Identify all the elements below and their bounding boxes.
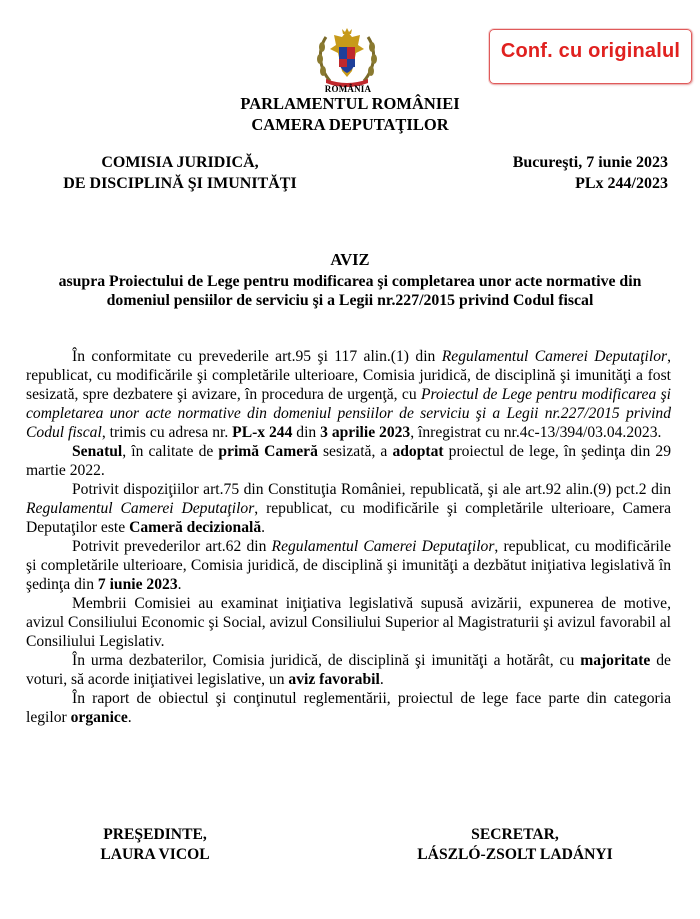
paragraph-dezbatere: Potrivit prevederilor art.62 din Regulamentul Camerei Deputaţilor, republicat, cu modificările şi completările ulterioare, Comisia juridică, de disciplină şi imunităţi a dezbătut iniţiativa legislativă în şedinţa din 7 iunie 2023. xyxy=(26,538,671,593)
document-body xyxy=(26,347,671,727)
paragraph-camera-decizionala: Potrivit dispoziţiilor art.75 din Constituţia României, republicată, şi ale art.92 alin.(9) pct.2 din Regulamentul Camerei Deputaţilor, republicat, cu modificările şi completările ulterioare, Camera Deputaţilor este Cameră decizională. xyxy=(26,481,671,536)
paragraph-membrii: Membrii Comisiei au examinat iniţiativa legislativă supusă avizării, expunerea de motive, avizul Consiliului Economic şi Social, avizul Consiliului Superior al Magistraturii şi avizul favorabil al Consiliului Legislativ. xyxy=(26,595,671,650)
conformity-stamp xyxy=(489,29,692,84)
committee-name xyxy=(0,152,360,194)
crest-caption: ROMÂNIA xyxy=(324,84,372,94)
place-date: Bucureşti, 7 iunie 2023 xyxy=(512,154,668,171)
signature-president xyxy=(60,825,250,865)
parliament-name: PARLAMENTUL ROMÂNIEI xyxy=(240,94,460,113)
paragraph-categorie: În raport de obiectul şi conţinutul reglementării, proiectul de lege face parte din categoria legilor organice. xyxy=(26,690,671,726)
president-name: LAURA VICOL xyxy=(100,846,210,863)
document-subtitle-line-1: asupra Proiectului de Lege pentru modificarea şi completarea unor acte normative din xyxy=(58,273,642,290)
paragraph-sesizare: În conformitate cu prevederile art.95 şi 117 alin.(1) din Regulamentul Camerei Deputaţilor, republicat, cu modificările şi completările ulterioare, Comisia juridică, de disciplină şi imunităţi a fost sesizată, spre dezbatere şi avizare, în procedura de urgenţă, cu Proiectul de Lege pentru modificarea şi completarea unor acte normative din domeniul pensiilor de serviciu şi a Legii nr.227/2015 privind Codul fiscal, trimis cu adresa nr. PL-x 244 din 3 aprilie 2023, înregistrat cu nr.4c-13/394/03.04.2023. xyxy=(26,348,671,441)
committee-line-1: COMISIA JURIDICĂ, xyxy=(101,154,259,171)
romania-coat-of-arms-icon xyxy=(312,27,382,89)
secretary-role: SECRETAR, xyxy=(471,826,559,843)
secretary-name: LÁSZLÓ-ZSOLT LADÁNYI xyxy=(417,846,613,863)
stamp-text: Conf. cu originalul xyxy=(500,40,681,62)
signature-secretary xyxy=(370,825,660,865)
document-meta xyxy=(513,152,668,194)
document-heading: AVIZ xyxy=(330,250,370,269)
document-subtitle-line-2: domeniul pensiilor de serviciu şi a Legii nr.227/2015 privind Codul fiscal xyxy=(106,292,594,309)
president-role: PREŞEDINTE, xyxy=(103,826,207,843)
chamber-name: CAMERA DEPUTAŢILOR xyxy=(251,115,449,134)
paragraph-senat: Senatul, în calitate de primă Cameră sesizată, a adoptat proiectul de lege, în şedinţa din 29 martie 2022. xyxy=(26,443,671,479)
paragraph-hotarare: În urma dezbaterilor, Comisia juridică, de disciplină şi imunităţi a hotărât, cu majoritate de voturi, să acorde iniţiativei legislative, un aviz favorabil. xyxy=(26,652,671,688)
document-number: PLx 244/2023 xyxy=(575,175,668,192)
committee-line-2: DE DISCIPLINĂ ŞI IMUNITĂŢI xyxy=(63,175,297,192)
